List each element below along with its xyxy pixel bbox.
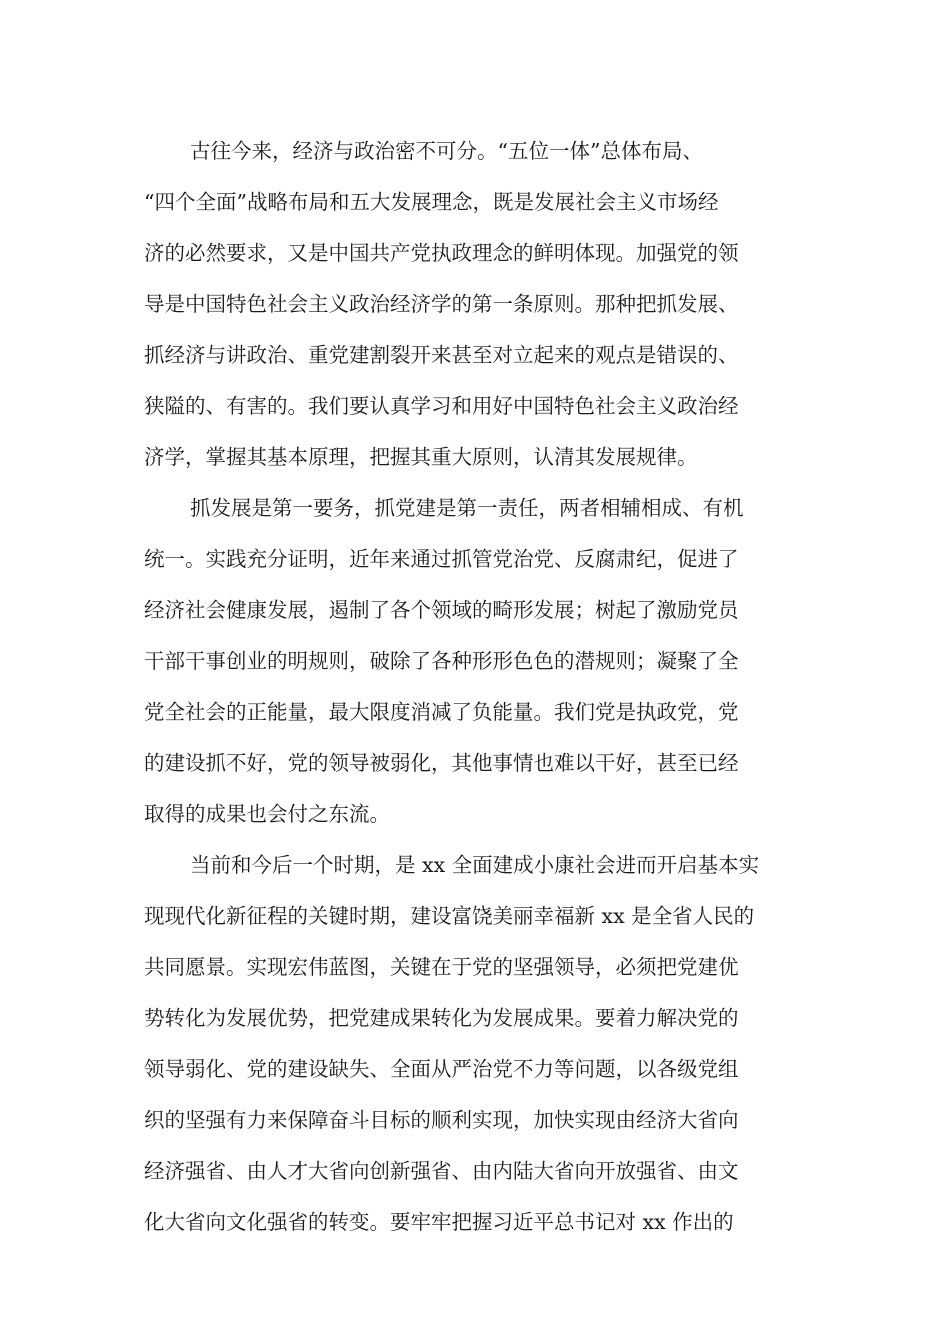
text-line: 经济强省、由人才大省向创新强省、由内陆大省向开放强省、由文 — [144, 1159, 739, 1183]
text-line: 当前和今后一个时期，是 xx 全面建成小康社会进而开启基本实 — [190, 853, 760, 877]
text-line: 党全社会的正能量，最大限度消减了负能量。我们党是执政党，党 — [144, 700, 739, 724]
text-line: 经济社会健康发展，遏制了各个领域的畸形发展；树起了激励党员 — [144, 598, 739, 622]
text-line: 抓发展是第一要务，抓党建是第一责任，两者相辅相成、有机 — [190, 496, 744, 520]
text-line: 济学，掌握其基本原理，把握其重大原则，认清其发展规律。 — [144, 445, 698, 469]
text-line: 织的坚强有力来保障奋斗目标的顺利实现，加快实现由经济大省向 — [144, 1108, 739, 1132]
text-line: 领导弱化、党的建设缺失、全面从严治党不力等问题，以各级党组 — [144, 1057, 739, 1081]
text-line: 化大省向文化强省的转变。要牢牢把握习近平总书记对 xx 作出的 — [144, 1210, 734, 1234]
text-line: “四个全面”战略布局和五大发展理念，既是发展社会主义市场经 — [144, 190, 719, 214]
text-line: 势转化为发展优势，把党建成果转化为发展成果。要着力解决党的 — [144, 1006, 739, 1030]
text-line: 共同愿景。实现宏伟蓝图，关键在于党的坚强领导，必须把党建优 — [144, 955, 739, 979]
text-line: 现现代化新征程的关键时期，建设富饶美丽幸福新 xx 是全省人民的 — [144, 904, 755, 928]
text-line: 干部干事创业的明规则，破除了各种形形色色的潜规则；凝聚了全 — [144, 649, 739, 673]
text-line: 导是中国特色社会主义政治经济学的第一条原则。那种把抓发展、 — [144, 292, 739, 316]
text-line: 取得的成果也会付之东流。 — [144, 802, 390, 826]
text-line: 狭隘的、有害的。我们要认真学习和用好中国特色社会主义政治经 — [144, 394, 739, 418]
text-line: 济的必然要求，又是中国共产党执政理念的鲜明体现。加强党的领 — [144, 241, 739, 265]
text-line: 的建设抓不好，党的领导被弱化，其他事情也难以干好，甚至已经 — [144, 751, 739, 775]
text-line: 抓经济与讲政治、重党建割裂开来甚至对立起来的观点是错误的、 — [144, 343, 739, 367]
text-line: 统一。实践充分证明，近年来通过抓管党治党、反腐肃纪，促进了 — [144, 547, 739, 571]
text-line: 古往今来，经济与政治密不可分。“五位一体”总体布局、 — [190, 139, 703, 163]
